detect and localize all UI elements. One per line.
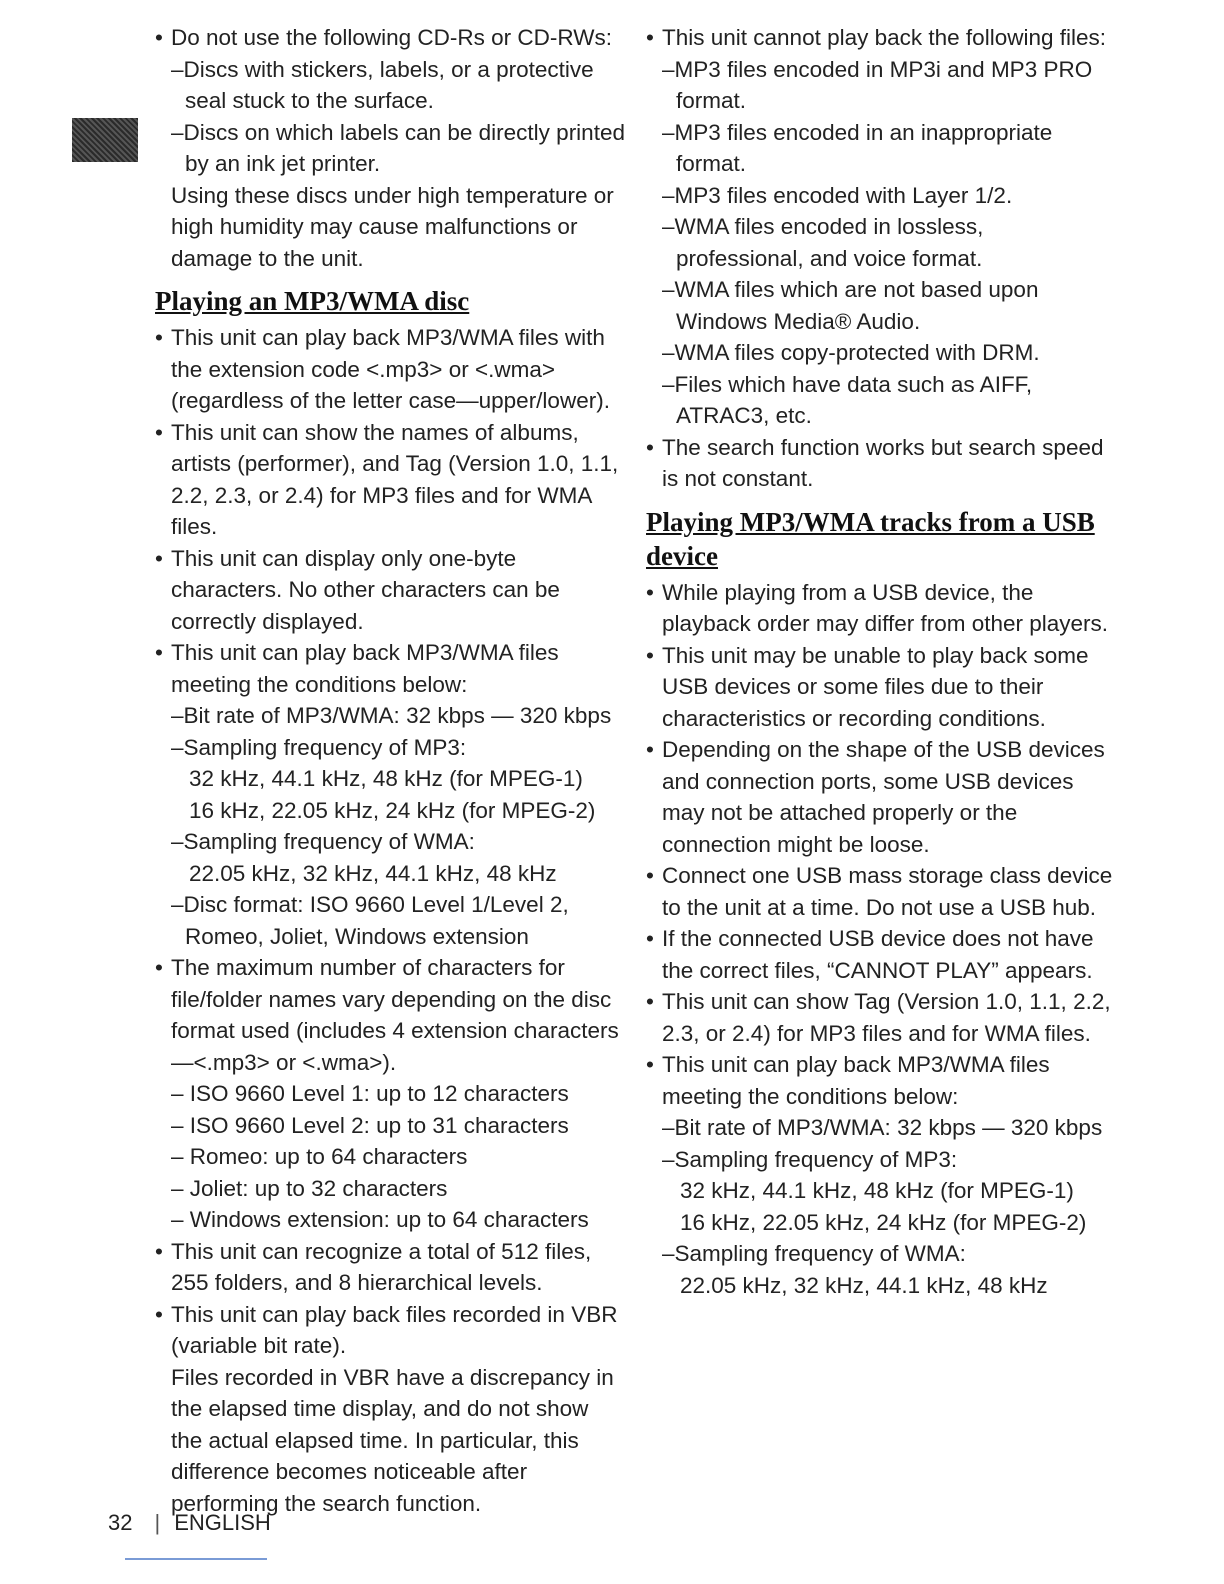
sub-item: –Bit rate of MP3/WMA: 32 kbps — 320 kbps — [171, 703, 612, 728]
section-heading-usb-device: Playing MP3/WMA tracks from a USB device — [646, 506, 1095, 571]
bullet-item: • This unit can show Tag (Version 1.0, 1.1, 2.2, 2.3, or 2.4) for MP3 files and for WMA files. — [646, 986, 1116, 1049]
sub-item: –Sampling frequency of MP3: — [662, 1146, 958, 1172]
footer-language: ENGLISH — [174, 1510, 271, 1535]
sub-item: 32 kHz, 44.1 kHz, 48 kHz (for MPEG-1) — [189, 766, 583, 791]
bullet-item: • The search function works but search speed is not constant. — [646, 432, 1116, 495]
sub-item: 16 kHz, 22.05 kHz, 24 kHz (for MPEG-2) — [189, 797, 596, 823]
sub-item: –MP3 files encoded in an inappropriate format. — [662, 119, 1053, 176]
sub-item: –Discs with stickers, labels, or a protective seal stuck to the surface. — [171, 56, 594, 113]
sub-item: –Files which have data such as AIFF, ATRAC3, etc. — [662, 371, 1033, 428]
sub-item: –WMA files which are not based upon Windows Media® Audio. — [662, 277, 1039, 334]
sub-item: –MP3 files encoded with Layer 1/2. — [662, 182, 1013, 208]
bullet-item: • This unit can play back MP3/WMA files meeting the conditions below: — [646, 1049, 1116, 1112]
sub-item: –WMA files encoded in lossless, professional, and voice format. — [662, 214, 984, 271]
section-tab-marker — [72, 118, 138, 162]
footer-rule — [125, 1558, 267, 1560]
right-column — [646, 22, 1116, 1301]
sub-item: 22.05 kHz, 32 kHz, 44.1 kHz, 48 kHz — [680, 1272, 1048, 1298]
footer-separator: | — [154, 1510, 161, 1535]
bullet-item: • This unit cannot play back the following files: — [646, 22, 1116, 54]
sub-item: –Sampling frequency of WMA: — [662, 1241, 966, 1266]
bullet-item: • Depending on the shape of the USB devices and connection ports, some USB devices may not be attached properly or the connection might be loose. — [646, 734, 1116, 860]
sub-item: 16 kHz, 22.05 kHz, 24 kHz (for MPEG-2) — [680, 1209, 1087, 1235]
page-footer — [108, 1508, 271, 1538]
bullet-item: • Connect one USB mass storage class device to the unit at a time. Do not use a USB hub. — [646, 860, 1116, 923]
paragraph: Using these discs under high temperature or high humidity may cause malfunctions or damage to the unit. — [171, 182, 614, 271]
sub-item: –Disc format: ISO 9660 Level 1/Level 2, Romeo, Joliet, Windows extension — [171, 892, 569, 949]
right-list-2 — [646, 577, 1116, 1302]
sub-item: – ISO 9660 Level 2: up to 31 characters — [171, 1112, 569, 1138]
page-number: 32 — [108, 1510, 133, 1535]
section-heading-mp3-wma-disc: Playing an MP3/WMA disc — [155, 286, 470, 316]
bullet-item: • This unit can play back MP3/WMA files meeting the conditions below: — [155, 637, 625, 700]
bullet-item: • This unit can play back files recorded in VBR (variable bit rate). — [155, 1299, 625, 1362]
bullet-item: • While playing from a USB device, the playback order may differ from other players. — [646, 577, 1116, 640]
sub-item: –Sampling frequency of MP3: — [171, 734, 467, 760]
bullet-item: • Do not use the following CD-Rs or CD-RWs: — [155, 22, 625, 54]
sub-item: – Romeo: up to 64 characters — [171, 1144, 468, 1169]
sub-item: –Bit rate of MP3/WMA: 32 kbps — 320 kbps — [662, 1115, 1103, 1140]
sub-item: – ISO 9660 Level 1: up to 12 characters — [171, 1081, 569, 1106]
left-column — [155, 22, 625, 1519]
bullet-item: • This unit can play back MP3/WMA files with the extension code <.mp3> or <.wma> (regardless of the letter case—upper/lower). — [155, 322, 625, 417]
bullet-item: • The maximum number of characters for file/folder names vary depending on the disc format used (includes 4 extension characters—<.mp3> or <.wma>). — [155, 952, 625, 1078]
bullet-item: • If the connected USB device does not have the correct files, “CANNOT PLAY” appears. — [646, 923, 1116, 986]
bullet-item: • This unit may be unable to play back some USB devices or some files due to their characteristics or recording conditions. — [646, 640, 1116, 735]
paragraph: Files recorded in VBR have a discrepancy in the elapsed time display, and do not show the actual elapsed time. In particular, this difference becomes noticeable after performing the search function. — [171, 1364, 614, 1516]
sub-item: –MP3 files encoded in MP3i and MP3 PRO format. — [662, 56, 1093, 113]
sub-item: –Sampling frequency of WMA: — [171, 829, 475, 854]
sub-item: –Discs on which labels can be directly printed by an ink jet printer. — [171, 119, 625, 176]
sub-item: – Windows extension: up to 64 characters — [171, 1207, 589, 1232]
sub-item: 22.05 kHz, 32 kHz, 44.1 kHz, 48 kHz — [189, 860, 557, 886]
bullet-item: • This unit can show the names of albums, artists (performer), and Tag (Version 1.0, 1.1, 2.2, 2.3, or 2.4) for MP3 files and for WMA files. — [155, 417, 625, 543]
sub-item: 32 kHz, 44.1 kHz, 48 kHz (for MPEG-1) — [680, 1178, 1074, 1203]
sub-item: – Joliet: up to 32 characters — [171, 1175, 448, 1201]
sub-item: –WMA files copy-protected with DRM. — [662, 340, 1040, 365]
left-list-2 — [155, 322, 625, 1519]
left-list-1 — [155, 22, 625, 274]
bullet-item: • This unit can display only one-byte characters. No other characters can be correctly displayed. — [155, 543, 625, 638]
bullet-item: • This unit can recognize a total of 512 files, 255 folders, and 8 hierarchical levels. — [155, 1236, 625, 1299]
right-list-1 — [646, 22, 1116, 495]
